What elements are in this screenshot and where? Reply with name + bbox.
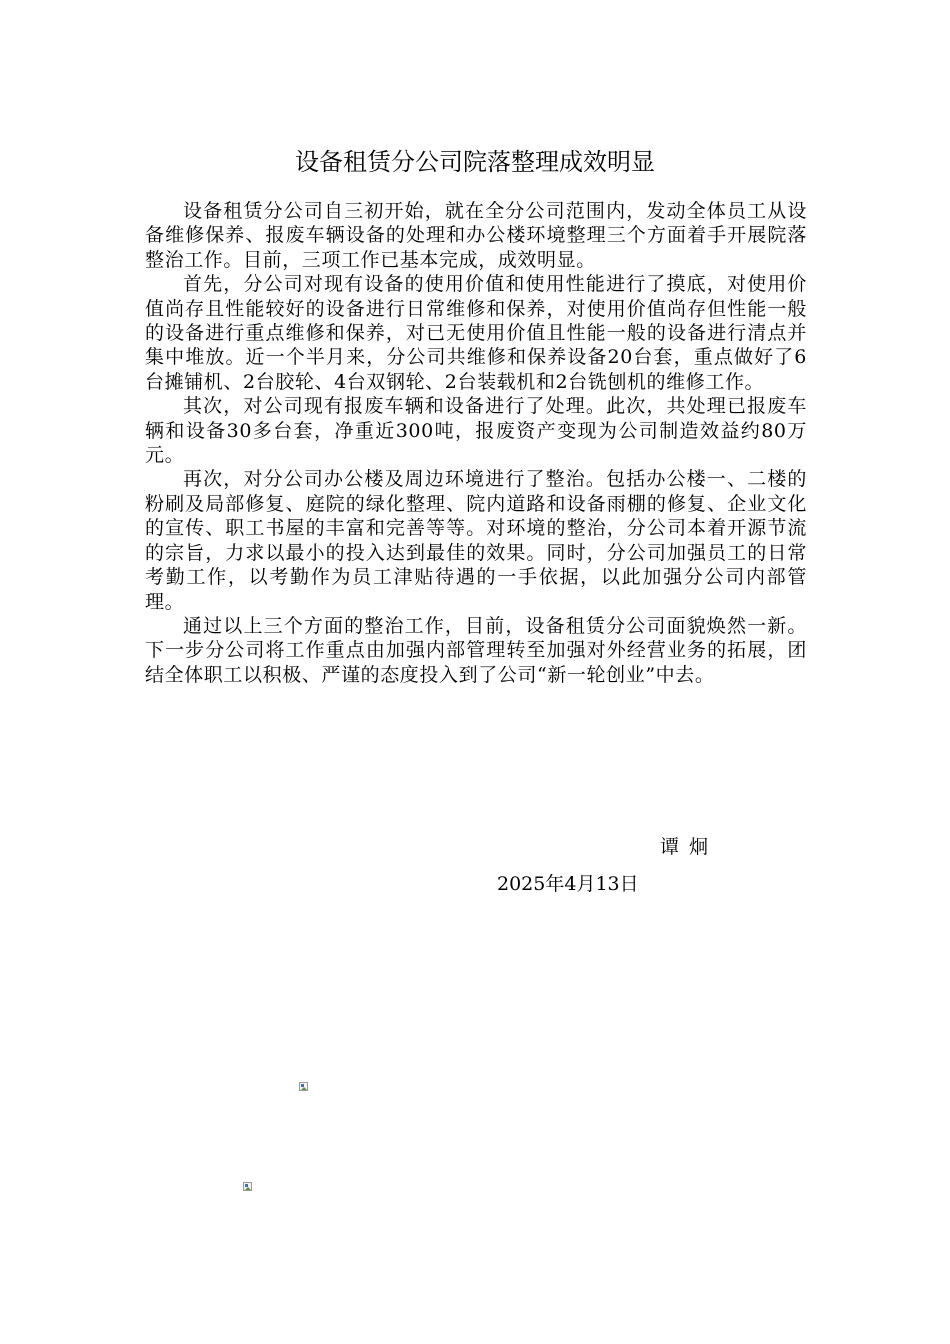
paragraph-conclusion: 通过以上三个方面的整治工作，目前，设备租赁分公司面貌焕然一新。下一步分公司将工作重点由加强内部管理转至加强对外经营业务的拓展，团结全体职工以积极、严谨的态度投入到了公司“新一轮创业”中去。 [145, 614, 807, 686]
document-body [145, 199, 807, 687]
paragraph-intro: 设备租赁分公司自三初开始，就在全分公司范围内，发动全体员工从设备维修保养、报废车辆设备的处理和办公楼环境整理三个方面着手开展院落整治工作。目前，三项工作已基本完成，成效明显。 [145, 200, 807, 271]
paragraph-first: 首先，分公司对现有设备的使用价值和使用性能进行了摸底，对使用价值尚存且性能较好的设备进行日常维修和保养，对使用价值尚存但性能一般的设备进行重点维修和保养，对已无使用价值且性能一般的设备进行清点并集中堆放。近一个半月来，分公司共维修和保养设备20台套，重点做好了6台摊铺机、2台胶轮、4台双钢轮、2台装载机和2台铣刨机的维修工作。 [145, 273, 807, 393]
paragraph-third: 再次，对分公司办公楼及周边环境进行了整治。包括办公楼一、二楼的粉刷及局部修复、庭院的绿化整理、院内道路和设备雨棚的修复、企业文化的宣传、职工书屋的丰富和完善等等。对环境的整治，分公司本着开源节流的宗旨，力求以最小的投入达到最佳的效果。同时，分公司加强员工的日常考勤工作，以考勤作为员工津贴待遇的一手依据，以此加强分公司内部管理。 [145, 468, 807, 613]
broken-image-icon [243, 1182, 252, 1191]
broken-image-icon [299, 1082, 308, 1091]
author-signature: 谭 炯 [660, 836, 711, 858]
document-title: 设备租赁分公司院落整理成效明显 [295, 148, 655, 176]
paragraph-second: 其次，对公司现有报废车辆和设备进行了处理。此次，共处理已报废车辆和设备30多台套，净重近300吨，报废资产变现为公司制造效益约80万元。 [145, 395, 807, 467]
document-date: 2025年4月13日 [497, 873, 639, 895]
